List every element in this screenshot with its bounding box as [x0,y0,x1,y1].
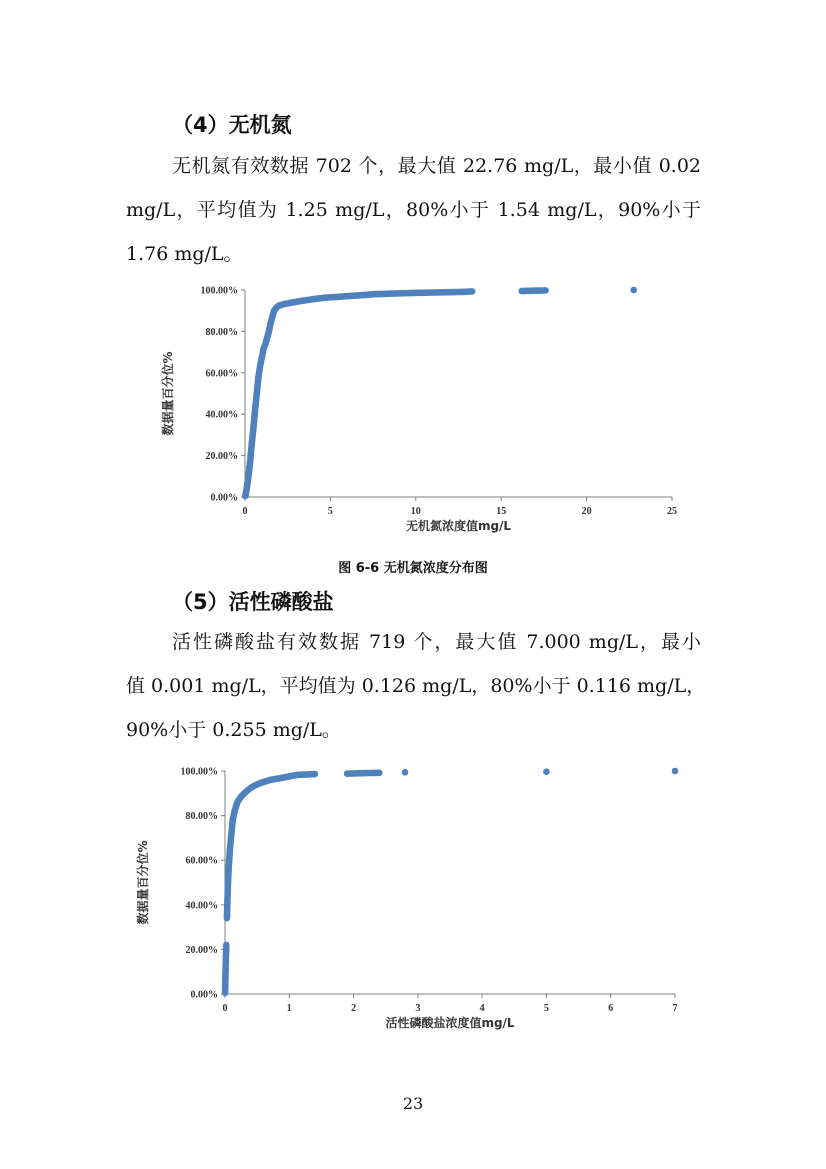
x-tick-label: 10 [410,506,421,517]
x-tick-label: 15 [496,506,507,517]
y-tick-label: 60.00% [185,855,218,867]
data-point [543,768,550,775]
data-point [469,288,476,295]
x-tick-label: 4 [479,1003,485,1014]
y-tick-label: 0.00% [190,989,218,1001]
y-tick-label: 40.00% [205,409,238,421]
y-tick-label: 40.00% [185,900,218,912]
page-number: 23 [402,1094,424,1113]
paragraph-line: 活性磷酸盐有效数据 719 个，最大值 7.000 mg/L，最小 [172,631,701,653]
paragraph-line: 90%小于 0.255 mg/L。 [126,719,341,741]
x-tick-label: 0 [222,1003,228,1014]
phosphate-scatter-chart [128,756,698,1046]
data-point [312,771,319,778]
x-tick-label: 5 [543,1003,549,1014]
x-tick-label: 2 [351,1003,357,1014]
paragraph-line: 无机氮有效数据 702 个，最大值 22.76 mg/L，最小值 0.02 [172,155,701,177]
data-point [630,287,637,294]
x-tick-label: 3 [415,1003,421,1014]
y-tick-label: 20.00% [205,451,238,463]
y-axis-label: 数据量百分位% [161,351,175,436]
y-tick-label: 100.00% [200,285,238,297]
paragraph-phosphate [126,620,706,752]
x-tick-label: 0 [242,506,248,517]
y-tick-label: 100.00% [180,766,218,778]
x-tick-label: 7 [672,1003,678,1014]
paragraph-line: 值 0.001 mg/L，平均值为 0.126 mg/L，80%小于 0.116 mg/L， [126,675,706,697]
y-tick-label: 0.00% [210,492,238,504]
data-point [542,287,549,294]
data-point [376,770,383,777]
y-axis-label: 数据量百分位% [136,840,150,925]
data-point [402,769,409,776]
y-tick-label: 80.00% [185,811,218,823]
data-point [672,768,679,775]
figure-caption: 图 6-6 无机氮浓度分布图 [338,561,488,576]
x-tick-label: 1 [286,1003,292,1014]
section-heading-inorganic-nitrogen: （4）无机氮 [172,113,292,137]
paragraph-inorganic-nitrogen [126,144,701,276]
y-tick-label: 60.00% [205,368,238,380]
x-tick-label: 20 [581,506,592,517]
x-tick-label: 6 [608,1003,614,1014]
paragraph-line: 1.76 mg/L。 [126,243,243,265]
x-tick-label: 25 [667,506,677,517]
x-axis-label: 活性磷酸盐浓度值mg/L [385,1016,515,1030]
paragraph-line: mg/L，平均值为 1.25 mg/L，80%小于 1.54 mg/L，90%小于 [126,199,701,221]
y-tick-label: 80.00% [205,326,238,338]
inorganic-nitrogen-scatter-chart [128,278,688,550]
x-axis-label: 无机氮浓度值mg/L [405,519,512,533]
y-tick-label: 20.00% [185,944,218,956]
data-point [223,942,230,949]
x-tick-label: 5 [327,506,333,517]
section-heading-phosphate: （5）活性磷酸盐 [172,590,334,614]
